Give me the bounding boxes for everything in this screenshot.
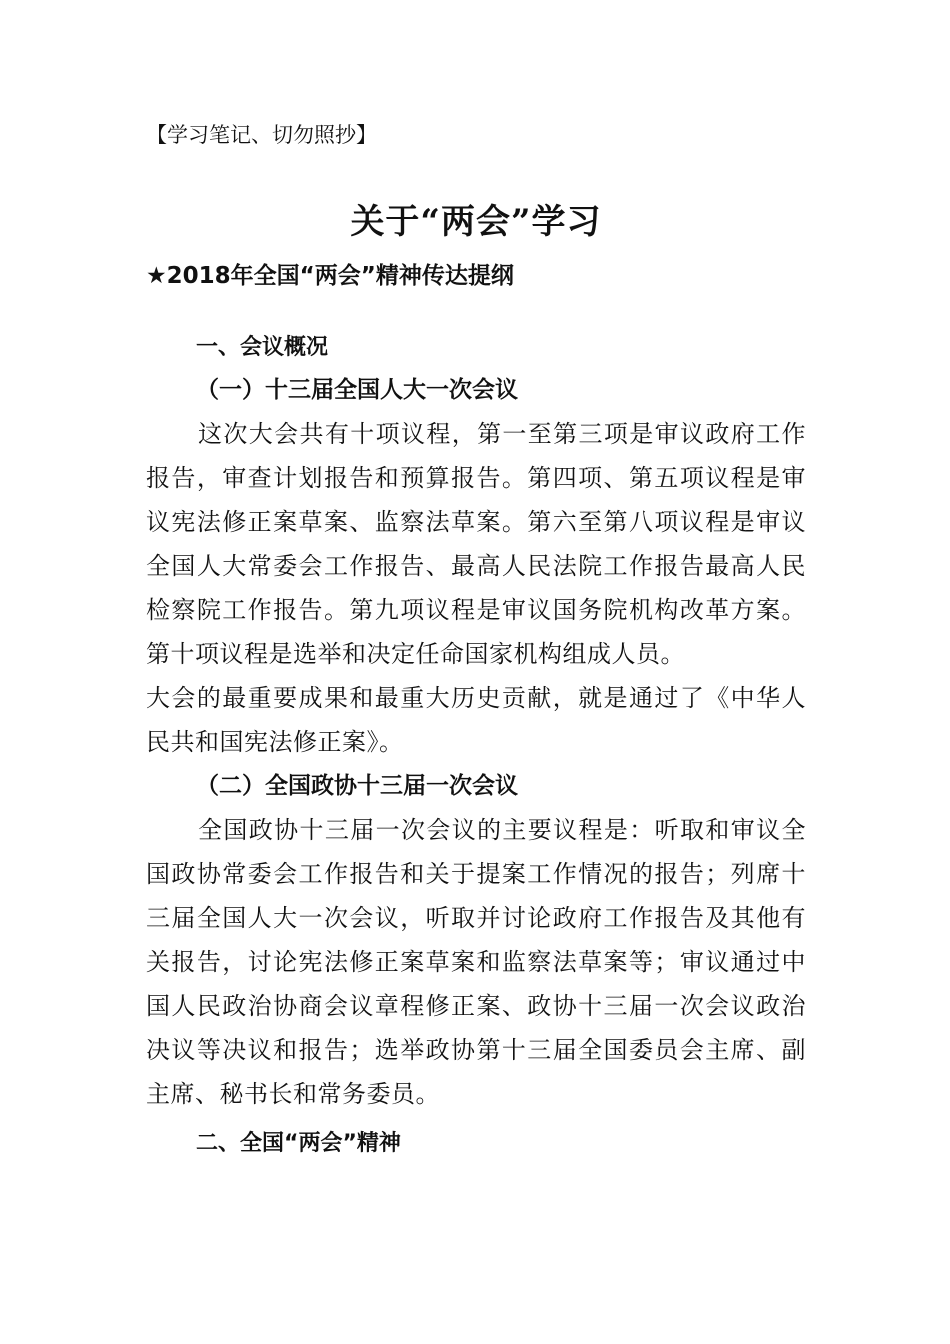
subsection-heading-cppcc: （二）全国政协十三届一次会议: [196, 772, 518, 799]
study-note-label: 【学习笔记、切勿照抄】: [146, 123, 377, 147]
section-heading-meeting-overview: 一、会议概况: [196, 335, 329, 360]
document-title: 关于“两会”学习: [350, 202, 602, 242]
paragraph-cppcc-agenda: 全国政协十三届一次会议的主要议程是：听取和审议全国政协常委会工作报告和关于提案工作情况的报告；列席十三届全国人大一次会议，听取并讨论政府工作报告及其他有关报告，讨论宪法修正案草案和监察法草案等；审议通过中国人民政治协商会议章程修正案、政协十三届一次会议政治决议等决议和报告；选举政协第十三届全国委员会主席、副主席、秘书长和常务委员。: [146, 816, 806, 1108]
paragraph-npc-achievement: 大会的最重要成果和最重大历史贡献，就是通过了《中华人民共和国宪法修正案》。: [146, 684, 806, 756]
section-heading-two-sessions-spirit: 二、全国“两会”精神: [196, 1131, 401, 1156]
paragraph-npc-agenda: 这次大会共有十项议程，第一至第三项是审议政府工作报告，审查计划报告和预算报告。第四项、第五项议程是审议宪法修正案草案、监察法草案。第六至第八项议程是审议全国人大常委会工作报告、最高人民法院工作报告最高人民检察院工作报告。第九项议程是审议国务院机构改革方案。第十项议程是选举和决定任命国家机构组成人员。: [146, 420, 806, 668]
subsection-heading-npc: （一）十三届全国人大一次会议: [196, 376, 518, 403]
document-body: [146, 118, 806, 1164]
document-subtitle: ★2018年全国“两会”精神传达提纲: [146, 263, 514, 289]
